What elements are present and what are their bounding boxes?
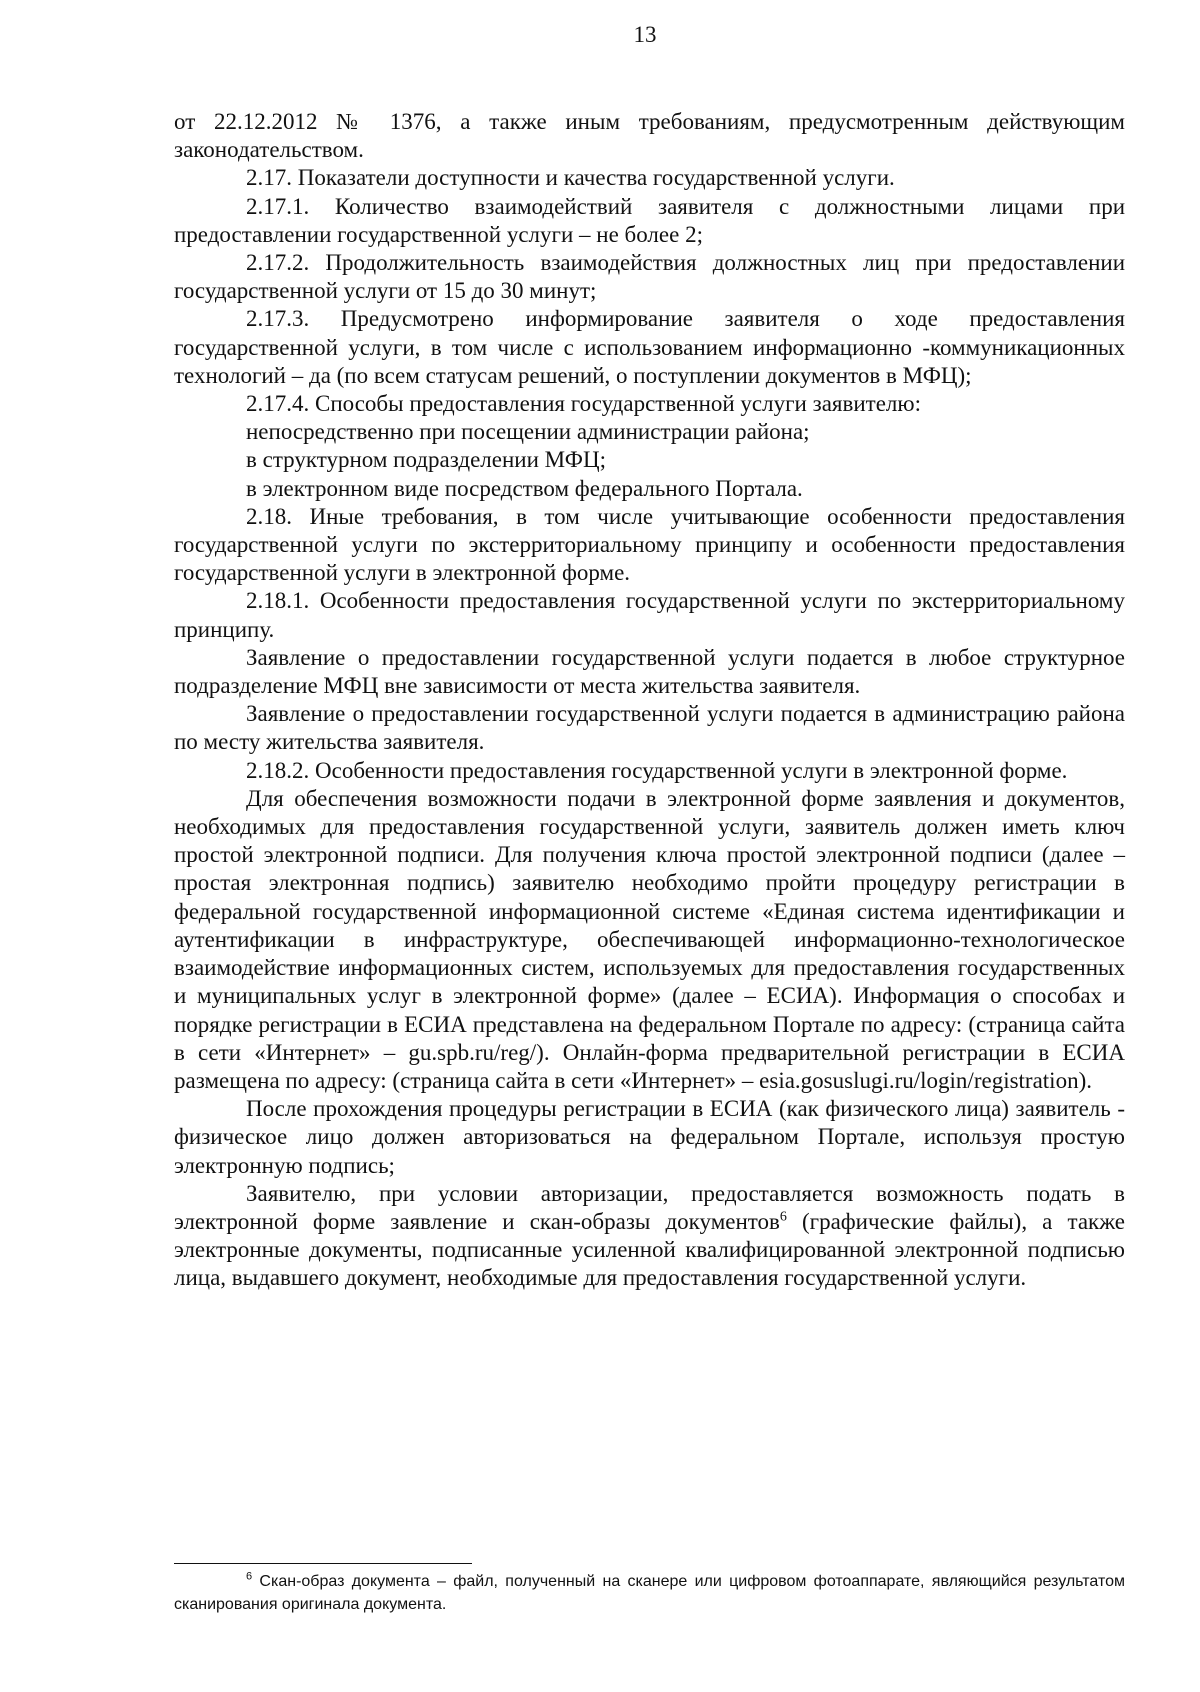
paragraph-2-17-4: 2.17.4. Способы предоставления государственной услуги заявителю: xyxy=(246,391,921,417)
footnote-marker: 6 xyxy=(246,1570,253,1583)
paragraph-continuation: от 22.12.2012 № 1376, а также иным требованиям, предусмотренным действующим законодательством. xyxy=(174,109,1125,163)
paragraph-text-before-ref: Заявителю, при условии авторизации, предоставляется возможность подать в электронной форме заявление и скан-образы документов xyxy=(174,1180,1125,1234)
paragraph-2-18-2: 2.18.2. Особенности предоставления государственной услуги в электронной форме. xyxy=(246,757,1068,783)
footnote-text: Скан-образ документа – файл, полученный на сканере или цифровом фотоаппарате, являющийся результатом сканирования оригинала документа. xyxy=(174,1573,1125,1613)
paragraph-2-18: 2.18. Иные требования, в том числе учитывающие особенности предоставления государственной услуги по экстерриториальному принципу и особенности предоставления государственной услуги в электронной форме. xyxy=(174,503,1125,586)
footnote-reference[interactable]: 6 xyxy=(779,1209,787,1225)
paragraph-esia-registration: Для обеспечения возможности подачи в электронной форме заявления и документов, необходимых для предоставления государственной услуги, заявитель должен иметь ключ простой электронной подписи. Для получения ключа простой электронной подписи (далее – простая электронная подпись) заявителю необходимо пройти процедуру регистрации в федеральной государственной информационной системе «Единая система идентификации и аутентификации в инфраструктуре, обеспечивающей информационно-технологическое взаимодействие информационных систем, используемых для предоставления государственных и муниципальных услуг в электронной форме» (далее – ЕСИА). Информация о способах и порядке регистрации в ЕСИА представлена на федеральном Портале по адресу: (страница сайта в сети «Интернет» – gu.spb.ru/reg/). Онлайн-форма предварительной регистрации в ЕСИА размещена по адресу: (страница сайта в сети «Интернет» – esia.gosuslugi.ru/login/registration). xyxy=(174,785,1125,1093)
paragraph-district-application: Заявление о предоставлении государственной услуги подается в администрацию района по месту жительства заявителя. xyxy=(174,701,1125,755)
paragraph-2-18-1: 2.18.1. Особенности предоставления государственной услуги по экстерриториальному принципу. xyxy=(174,588,1125,642)
list-item-mfc: в структурном подразделении МФЦ; xyxy=(246,447,606,473)
paragraph-2-17-1: 2.17.1. Количество взаимодействий заявителя с должностными лицами при предоставлении государственной услуги – не более 2; xyxy=(174,193,1125,247)
paragraph-text-after-ref: (графические файлы), а также электронные документы, подписанные усиленной квалифицированной электронной подписью лица, выдавшего документ, необходимые для предоставления государственной услуги. xyxy=(174,1208,1125,1291)
page-number: 13 xyxy=(633,22,657,47)
document-body xyxy=(174,108,1125,1293)
footnote-separator xyxy=(174,1563,472,1564)
paragraph-mfc-application: Заявление о предоставлении государственной услуги подается в любое структурное подразделение МФЦ вне зависимости от места жительства заявителя. xyxy=(174,644,1125,699)
footnote xyxy=(174,1570,1125,1616)
paragraph-electronic-submission xyxy=(174,1180,1125,1293)
list-item-portal: в электронном виде посредством федерального Портала. xyxy=(246,475,803,501)
list-item-administration: непосредственно при посещении администрации района; xyxy=(246,419,810,445)
paragraph-after-registration: После прохождения процедуры регистрации в ЕСИА (как физического лица) заявитель - физическое лицо должен авторизоваться на федеральном Портале, используя простую электронную подпись; xyxy=(174,1096,1125,1178)
paragraph-2-17-2: 2.17.2. Продолжительность взаимодействия должностных лиц при предоставлении государственной услуги от 15 до 30 минут; xyxy=(174,250,1125,304)
paragraph-2-17: 2.17. Показатели доступности и качества государственной услуги. xyxy=(246,165,895,191)
paragraph-2-17-3: 2.17.3. Предусмотрено информирование заявителя о ходе предоставления государственной услуги, в том числе с использованием информационно -коммуникационных технологий – да (по всем статусам решений, о поступлении документов в МФЦ); xyxy=(174,306,1125,388)
